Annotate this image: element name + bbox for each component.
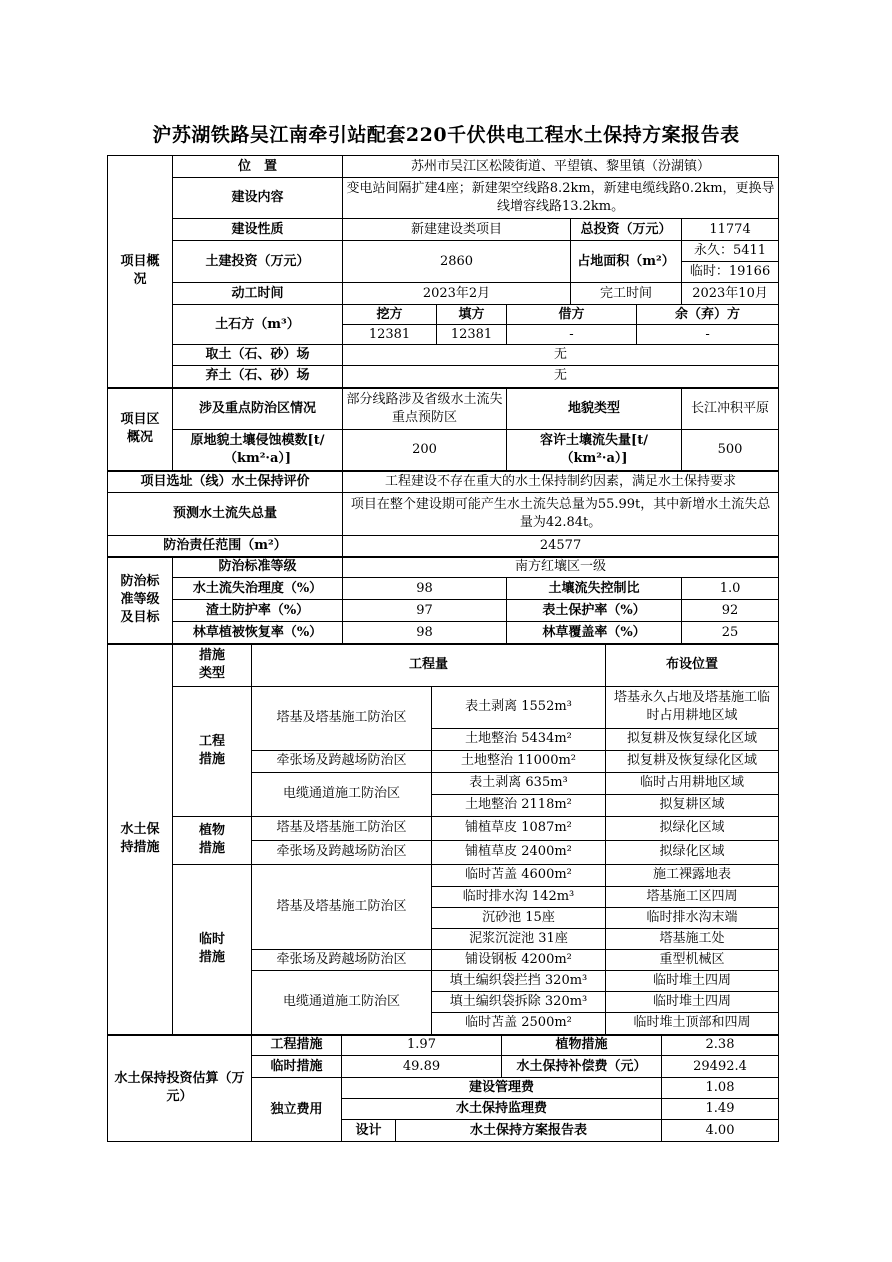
allowed-loss-label: 容许土壤流失量[t/（km²·a）] <box>507 430 682 471</box>
measures-section-label: 水土保持措施 <box>108 644 173 1034</box>
target-control-value: 98 <box>343 578 507 600</box>
invest-veg-label: 植物措施 <box>502 1035 662 1056</box>
predict-loss-value: 项目在整个建设期可能产生水土流失总量为55.99t，其中新增水土流失总量为42.84t。 <box>343 493 779 536</box>
earth-value-fill: 12381 <box>437 325 507 345</box>
investment-table <box>107 1034 779 1143</box>
end-value: 2023年10月 <box>682 283 779 305</box>
eng-qty-3: 土地整治 11000m² <box>432 750 606 772</box>
spoil-site-value: 无 <box>343 366 779 388</box>
scope-value: 24577 <box>343 536 779 557</box>
eng-loc-1: 塔基永久占地及塔基施工临时占用耕地区域 <box>606 686 779 728</box>
target-slag-label: 渣土防护率（%） <box>173 600 343 622</box>
scope-label: 防治责任范围（m²） <box>108 536 343 557</box>
invest-eng-label: 工程措施 <box>252 1035 342 1056</box>
tmp-qty-7: 填土编织袋拆除 320m³ <box>432 991 606 1012</box>
target-vegetation-label: 林草植被恢复率（%） <box>173 622 343 644</box>
overview-table <box>107 155 779 644</box>
target-slag-value: 97 <box>343 600 507 622</box>
grade-value: 南方红壤区一级 <box>343 557 779 578</box>
eng-loc-5: 拟复耕区域 <box>606 794 779 816</box>
invest-mgmt-label: 建设管理费 <box>342 1078 662 1099</box>
target-control-label: 水土流失治理度（%） <box>173 578 343 600</box>
total-invest-label: 总投资（万元） <box>571 219 682 241</box>
content-label: 建设内容 <box>173 178 343 219</box>
earth-value-spoil: - <box>637 325 779 345</box>
investment-section-label: 水土保持投资估算（万元） <box>108 1035 252 1142</box>
tmp-loc-1: 施工裸露地表 <box>606 864 779 886</box>
location-label: 位 置 <box>173 156 343 178</box>
measure-type-header: 措施类型 <box>173 644 252 686</box>
eng-qty-1: 表土剥离 1552m³ <box>432 686 606 728</box>
targets-section-label: 防治标准等级及目标 <box>108 557 173 644</box>
tmp-zone-pull: 牵张场及跨越场防治区 <box>252 949 432 970</box>
veg-zone-pull: 牵张场及跨越场防治区 <box>252 840 432 864</box>
invest-supervision-value: 1.49 <box>662 1099 779 1120</box>
earth-value-borrow: - <box>507 325 637 345</box>
landform-label: 地貌类型 <box>507 388 682 430</box>
location-header: 布设位置 <box>606 644 779 686</box>
veg-zone-tower: 塔基及塔基施工防治区 <box>252 816 432 840</box>
earth-header-borrow: 借方 <box>507 305 637 325</box>
tmp-qty-2: 临时排水沟 142m³ <box>432 886 606 907</box>
invest-mgmt-value: 1.08 <box>662 1078 779 1099</box>
eng-zone-tower: 塔基及塔基施工防治区 <box>252 686 432 750</box>
earth-value-cut: 12381 <box>343 325 437 345</box>
nature-value: 新建建设类项目 <box>343 219 571 241</box>
invest-design-label: 设计 <box>342 1120 396 1142</box>
invest-eng-value: 1.97 <box>342 1035 502 1056</box>
spoil-site-label: 弃土（石、砂）场 <box>173 366 343 388</box>
earth-header-cut: 挖方 <box>343 305 437 325</box>
invest-supervision-label: 水土保持监理费 <box>342 1099 662 1120</box>
tmp-qty-4: 泥浆沉淀池 31座 <box>432 928 606 949</box>
overview-section-label: 项目概况 <box>108 156 173 388</box>
target-coverage-value: 25 <box>682 622 779 644</box>
eng-zone-cable: 电缆通道施工防治区 <box>252 772 432 816</box>
borrow-site-value: 无 <box>343 345 779 366</box>
target-vegetation-value: 98 <box>343 622 507 644</box>
civil-invest-value: 2860 <box>343 241 571 283</box>
engineering-measures-label: 工程措施 <box>173 686 252 816</box>
area-temporary: 临时：19166 <box>682 262 779 283</box>
veg-loc-1: 拟绿化区域 <box>606 816 779 840</box>
veg-loc-2: 拟绿化区域 <box>606 840 779 864</box>
eng-qty-5: 土地整治 2118m² <box>432 794 606 816</box>
earth-label: 土石方（m³） <box>173 305 343 345</box>
invest-report-label: 水土保持方案报告表 <box>396 1120 662 1142</box>
start-label: 动工时间 <box>173 283 343 305</box>
key-zone-value: 部分线路涉及省级水土流失重点预防区 <box>343 388 507 430</box>
tmp-loc-6: 临时堆土四周 <box>606 970 779 991</box>
eng-zone-pull: 牵张场及跨越场防治区 <box>252 750 432 772</box>
invest-comp-value: 29492.4 <box>662 1056 779 1078</box>
invest-comp-label: 水土保持补偿费（元） <box>502 1056 662 1078</box>
tmp-loc-5: 重型机械区 <box>606 949 779 970</box>
measures-table <box>107 643 779 1035</box>
area-label: 占地面积（m²） <box>571 241 682 283</box>
document-title: 沪苏湖铁路吴江南牵引站配套220千伏供电工程水土保持方案报告表 <box>152 124 740 146</box>
civil-invest-label: 土建投资（万元） <box>173 241 343 283</box>
eng-qty-2: 土地整治 5434m² <box>432 728 606 750</box>
tmp-qty-8: 临时苫盖 2500m² <box>432 1012 606 1034</box>
location-value: 苏州市吴江区松陵街道、平望镇、黎里镇（汾湖镇） <box>343 156 779 178</box>
earth-header-spoil: 余（弃）方 <box>637 305 779 325</box>
eng-loc-2: 拟复耕及恢复绿化区域 <box>606 728 779 750</box>
invest-indep-label: 独立费用 <box>252 1078 342 1142</box>
target-topsoil-label: 表土保护率（%） <box>507 600 682 622</box>
tmp-loc-2: 塔基施工区四周 <box>606 886 779 907</box>
tmp-zone-tower: 塔基及塔基施工防治区 <box>252 864 432 949</box>
site-eval-label: 项目选址（线）水土保持评价 <box>108 471 343 493</box>
eng-qty-4: 表土剥离 635m³ <box>432 772 606 794</box>
start-value: 2023年2月 <box>343 283 571 305</box>
temporary-measures-label: 临时措施 <box>173 864 252 1034</box>
tmp-qty-6: 填土编织袋拦挡 320m³ <box>432 970 606 991</box>
key-zone-label: 涉及重点防治区情况 <box>173 388 343 430</box>
tmp-loc-8: 临时堆土顶部和四周 <box>606 1012 779 1034</box>
predict-loss-label: 预测水土流失总量 <box>108 493 343 536</box>
target-topsoil-value: 92 <box>682 600 779 622</box>
content-value: 变电站间隔扩建4座；新建架空线路8.2km，新建电缆线路0.2km，更换导线增容线路13.2km。 <box>343 178 779 219</box>
target-coverage-label: 林草覆盖率（%） <box>507 622 682 644</box>
target-ratio-label: 土壤流失控制比 <box>507 578 682 600</box>
report-table <box>107 155 778 1142</box>
tmp-loc-4: 塔基施工处 <box>606 928 779 949</box>
landform-value: 长江冲积平原 <box>682 388 779 430</box>
invest-tmp-label: 临时措施 <box>252 1056 342 1078</box>
area-permanent: 永久：5411 <box>682 241 779 262</box>
tmp-qty-5: 铺设钢板 4200m² <box>432 949 606 970</box>
borrow-site-label: 取土（石、砂）场 <box>173 345 343 366</box>
tmp-loc-3: 临时排水沟末端 <box>606 907 779 928</box>
allowed-loss-value: 500 <box>682 430 779 471</box>
grade-label: 防治标准等级 <box>173 557 343 578</box>
earth-header-fill: 填方 <box>437 305 507 325</box>
tmp-zone-cable: 电缆通道施工防治区 <box>252 970 432 1034</box>
region-section-label: 项目区概况 <box>108 388 173 471</box>
end-label: 完工时间 <box>571 283 682 305</box>
veg-qty-1: 铺植草皮 1087m² <box>432 816 606 840</box>
total-invest-value: 11774 <box>682 219 779 241</box>
tmp-loc-7: 临时堆土四周 <box>606 991 779 1012</box>
invest-veg-value: 2.38 <box>662 1035 779 1056</box>
nature-label: 建设性质 <box>173 219 343 241</box>
invest-report-value: 4.00 <box>662 1120 779 1142</box>
vegetation-measures-label: 植物措施 <box>173 816 252 864</box>
tmp-qty-3: 沉砂池 15座 <box>432 907 606 928</box>
eng-loc-4: 临时占用耕地区域 <box>606 772 779 794</box>
quantity-header: 工程量 <box>252 644 606 686</box>
site-eval-value: 工程建设不存在重大的水土保持制约因素，满足水土保持要求 <box>343 471 779 493</box>
eng-loc-3: 拟复耕及恢复绿化区域 <box>606 750 779 772</box>
invest-tmp-value: 49.89 <box>342 1056 502 1078</box>
erosion-modulus-value: 200 <box>343 430 507 471</box>
target-ratio-value: 1.0 <box>682 578 779 600</box>
veg-qty-2: 铺植草皮 2400m² <box>432 840 606 864</box>
erosion-modulus-label: 原地貌土壤侵蚀模数[t/（km²·a）] <box>173 430 343 471</box>
tmp-qty-1: 临时苫盖 4600m² <box>432 864 606 886</box>
